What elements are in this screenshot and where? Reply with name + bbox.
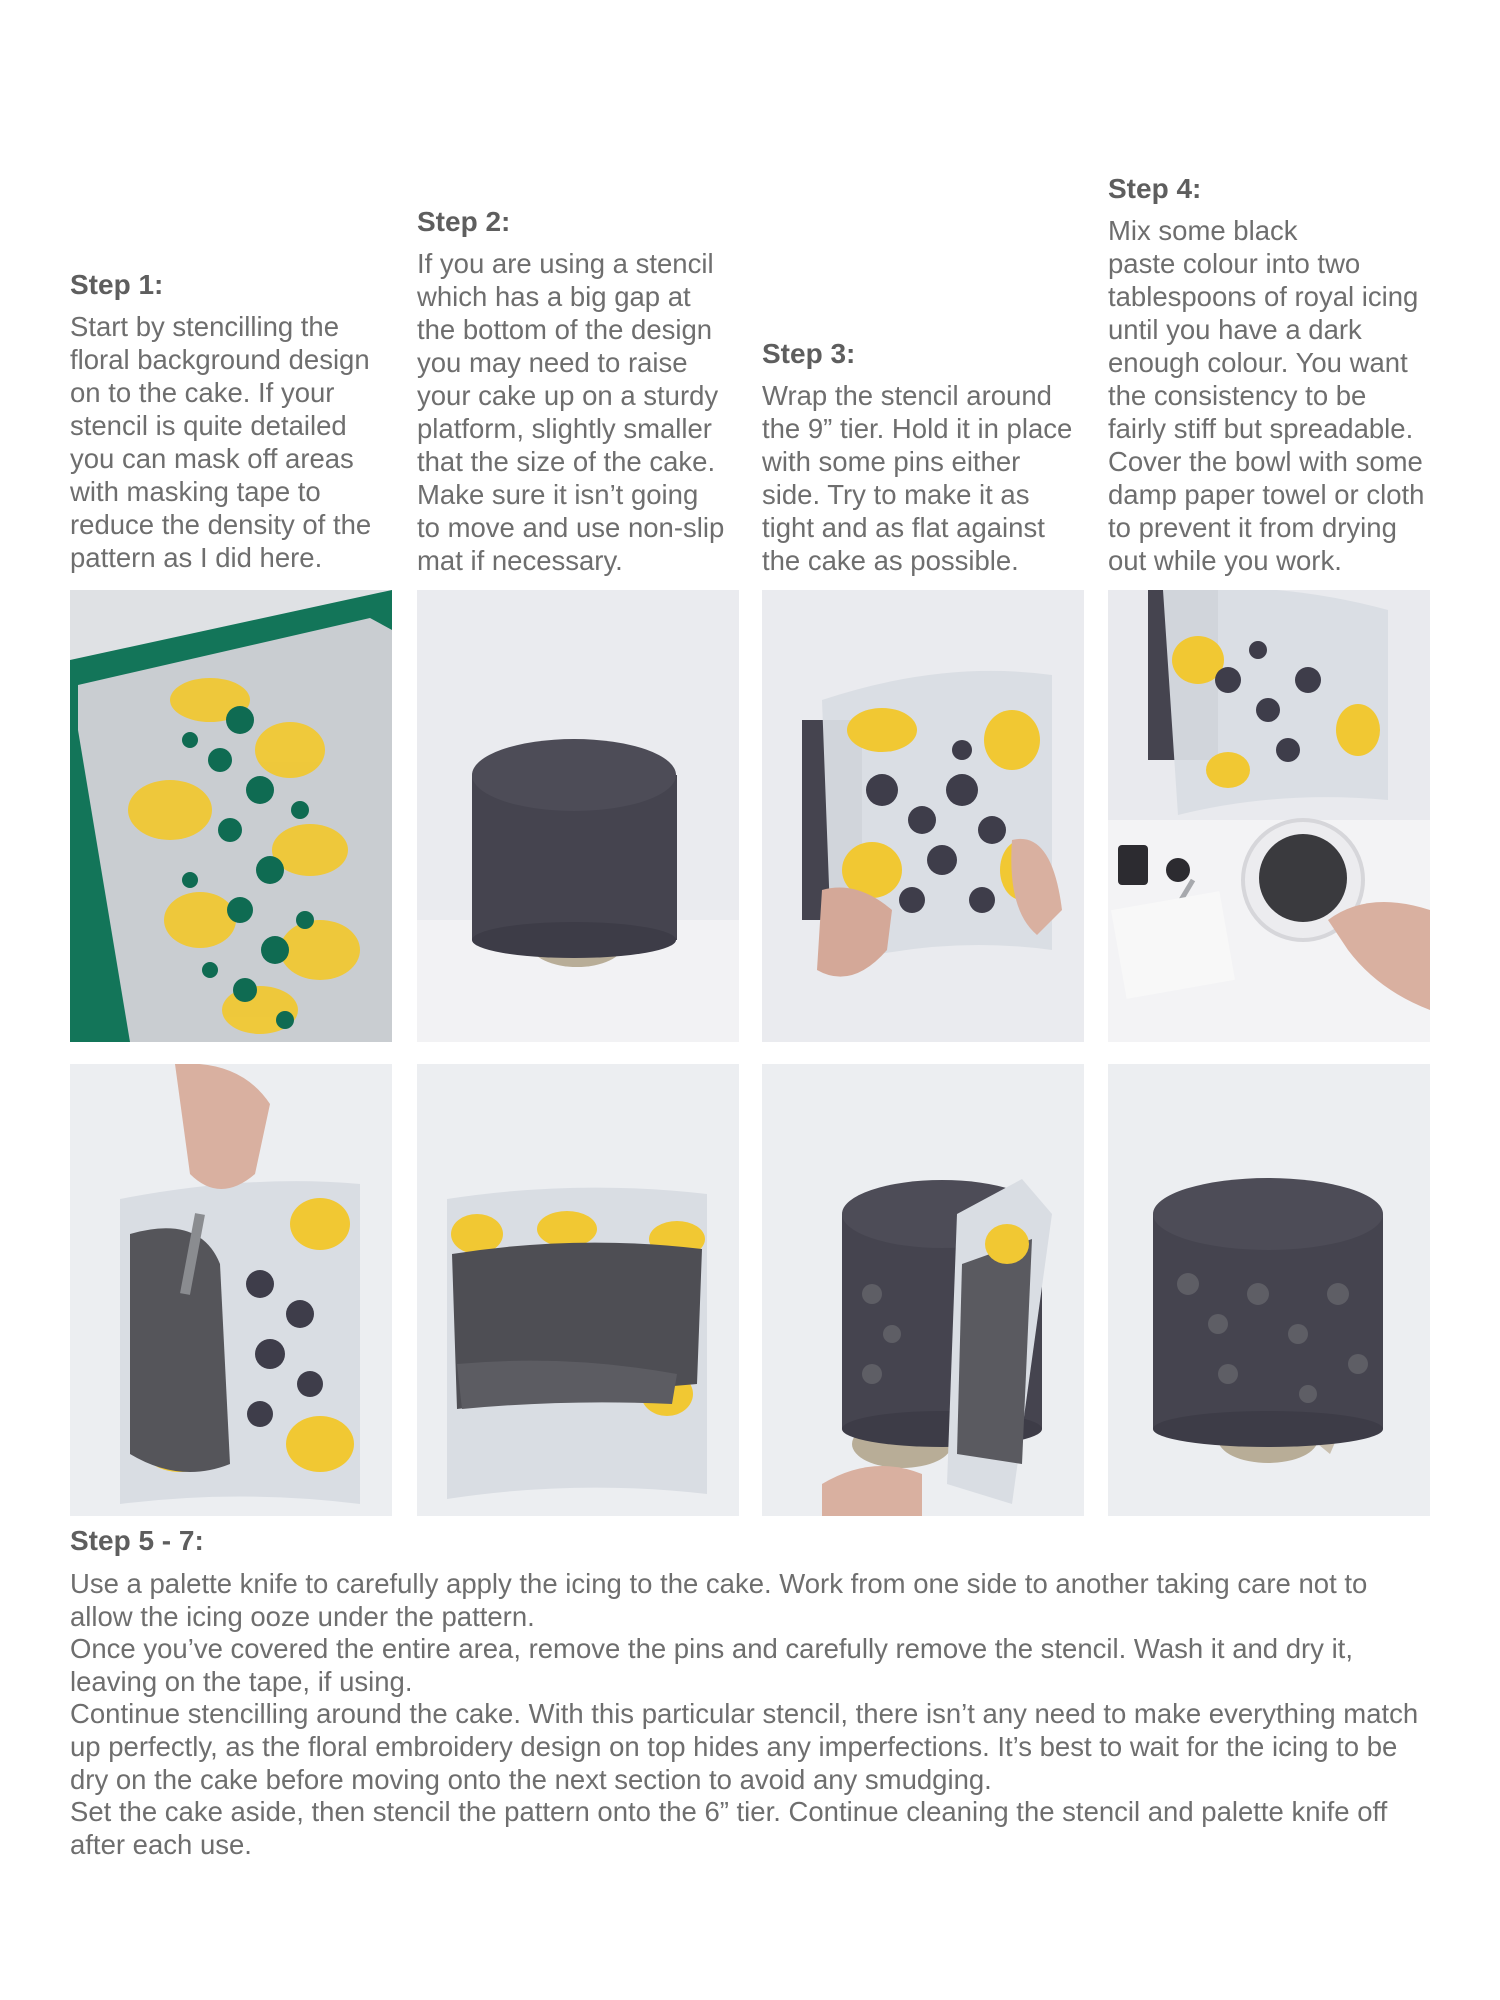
step-1-title: Step 1: bbox=[70, 269, 164, 300]
step-3-body bbox=[762, 379, 1080, 577]
step-4-body bbox=[1108, 214, 1426, 577]
step-4-line: Mix some black bbox=[1108, 215, 1298, 246]
step-2-text bbox=[417, 205, 735, 577]
step-1-line: you can mask off areas bbox=[70, 443, 354, 474]
step-4-line: until you have a dark bbox=[1108, 314, 1362, 345]
step-2-line: that the size of the cake. bbox=[417, 446, 716, 477]
step-2-line: which has a big gap at bbox=[417, 281, 691, 312]
step-3-line: the cake as possible. bbox=[762, 545, 1019, 576]
photo-step-7-removing-stencil bbox=[762, 1064, 1084, 1516]
step-1-text bbox=[70, 268, 388, 574]
step-5-7-line: Set the cake aside, then stencil the pattern onto the 6” tier. Continue cleaning the stencil and palette knife off bbox=[70, 1796, 1388, 1828]
step-5-7-line: Use a palette knife to carefully apply the icing to the cake. Work from one side to another taking care not to bbox=[70, 1568, 1368, 1599]
step-5-7-body bbox=[70, 1568, 1450, 1861]
step-4-line: enough colour. You want bbox=[1108, 347, 1408, 378]
photo-step-4-mixing-icing bbox=[1108, 590, 1430, 1042]
step-3-title: Step 3: bbox=[762, 338, 856, 369]
step-5-7-line: Continue stencilling around the cake. With this particular stencil, there isn’t any need to make everything match bbox=[70, 1698, 1419, 1730]
step-4-line: tablespoons of royal icing bbox=[1108, 281, 1419, 312]
step-3-line: Wrap the stencil around bbox=[762, 380, 1052, 411]
step-5-7-line: leaving on the tape, if using. bbox=[70, 1665, 413, 1697]
photo-step-3-wrapping-stencil bbox=[762, 590, 1084, 1042]
step-2-line: you may need to raise bbox=[417, 347, 688, 378]
photo-step-1-stencil-on-mat bbox=[70, 590, 392, 1042]
step-5-7-line: dry on the cake before moving onto the next section to avoid any smudging. bbox=[70, 1763, 992, 1795]
step-2-body bbox=[417, 247, 735, 577]
step-3-line: side. Try to make it as bbox=[762, 479, 1030, 510]
step-3-line: with some pins either bbox=[762, 446, 1021, 477]
step-2-line: If you are using a stencil bbox=[417, 248, 714, 279]
step-4-line: fairly stiff but spreadable. bbox=[1108, 413, 1414, 444]
photo-step-2-raised-cake bbox=[417, 590, 739, 1042]
step-1-body bbox=[70, 310, 388, 574]
step-2-line: mat if necessary. bbox=[417, 545, 623, 576]
photo-step-7-finished-cake bbox=[1108, 1064, 1430, 1516]
step-4-line: to prevent it from drying bbox=[1108, 512, 1397, 543]
step-2-line: platform, slightly smaller bbox=[417, 413, 712, 444]
step-4-line: the consistency to be bbox=[1108, 380, 1367, 411]
step-5-7-section bbox=[70, 1524, 1450, 1861]
step-5-7-line: Once you’ve covered the entire area, remove the pins and carefully remove the stencil. Wash it and dry it, bbox=[70, 1633, 1353, 1665]
photo-step-5-applying-icing bbox=[70, 1064, 392, 1516]
step-2-title: Step 2: bbox=[417, 206, 511, 237]
step-5-7-title: Step 5 - 7: bbox=[70, 1525, 204, 1556]
step-3-text bbox=[762, 337, 1080, 577]
step-5-7-line: up perfectly, as the floral embroidery design on top hides any imperfections. It’s best to wait for the icing to be bbox=[70, 1730, 1398, 1762]
step-3-line: the 9” tier. Hold it in place bbox=[762, 413, 1073, 444]
step-2-line: Make sure it isn’t going bbox=[417, 479, 699, 510]
step-1-line: pattern as I did here. bbox=[70, 542, 323, 573]
step-1-line: reduce the density of the bbox=[70, 509, 372, 540]
step-4-title: Step 4: bbox=[1108, 173, 1202, 204]
step-2-line: your cake up on a sturdy bbox=[417, 380, 719, 411]
step-2-line: the bottom of the design bbox=[417, 314, 713, 345]
step-1-line: on to the cake. If your bbox=[70, 377, 335, 408]
step-4-line: damp paper towel or cloth bbox=[1108, 479, 1425, 510]
step-1-line: floral background design bbox=[70, 344, 370, 375]
step-4-line: paste colour into two bbox=[1108, 248, 1361, 279]
step-1-line: stencil is quite detailed bbox=[70, 410, 347, 441]
step-4-line: out while you work. bbox=[1108, 545, 1342, 576]
step-1-line: Start by stencilling the bbox=[70, 311, 340, 342]
step-5-7-line: after each use. bbox=[70, 1828, 252, 1860]
step-4-text bbox=[1108, 172, 1426, 577]
step-2-line: to move and use non-slip bbox=[417, 512, 725, 543]
step-5-7-line: allow the icing ooze under the pattern. bbox=[70, 1600, 535, 1632]
photo-step-6-icing-covered bbox=[417, 1064, 739, 1516]
step-1-line: with masking tape to bbox=[70, 476, 321, 507]
step-4-line: Cover the bowl with some bbox=[1108, 446, 1423, 477]
step-3-line: tight and as flat against bbox=[762, 512, 1045, 543]
